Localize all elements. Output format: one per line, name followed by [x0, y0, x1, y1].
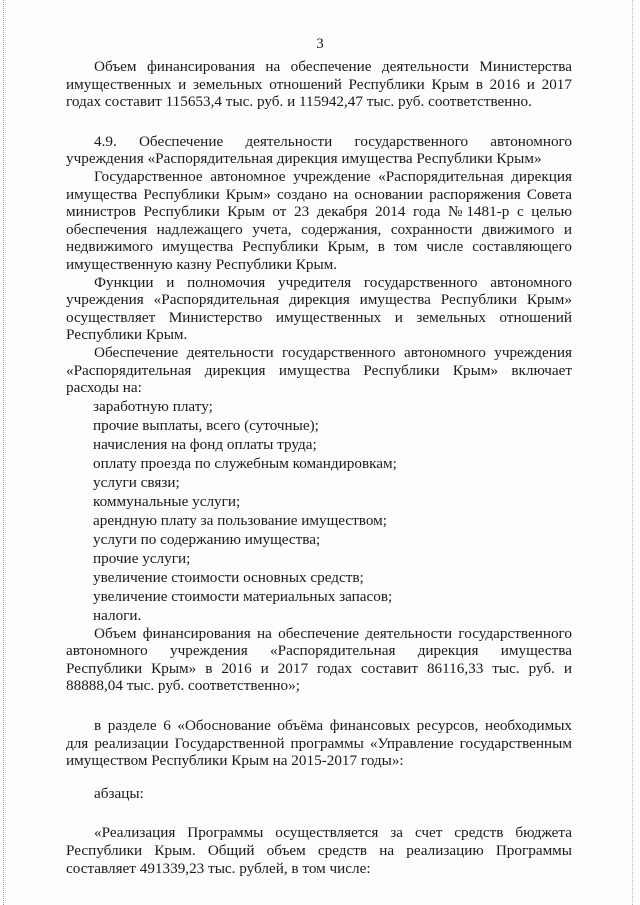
- list-item: заработную плату;: [93, 397, 213, 415]
- list-item: прочие услуги;: [93, 549, 191, 567]
- list-item: коммунальные услуги;: [93, 492, 241, 510]
- paragraph-abzatsy: абзацы:: [94, 784, 144, 802]
- paragraph-program-implementation: «Реализация Программы осуществляется за счет средств бюджета Республики Крым. Общий объем средств на реализацию Программы составляет 491339,23 тыс. рублей, в том числе:: [66, 824, 572, 877]
- list-item: увеличение стоимости основных средств;: [93, 568, 364, 586]
- list-item: прочие выплаты, всего (суточные);: [93, 416, 319, 434]
- list-item: оплату проезда по служебным командировкам;: [93, 454, 397, 472]
- paragraph-section-6: в разделе 6 «Обоснование объёма финансовых ресурсов, необходимых для реализации Государственной программы «Управление государственным имуществом Республики Крым на 2015-2017 годы»:: [66, 717, 572, 770]
- document-body: [66, 58, 572, 877]
- list-item: увеличение стоимости материальных запасов;: [93, 587, 393, 605]
- list-item: услуги связи;: [93, 473, 180, 491]
- paragraph-ministry-funding: Объем финансирования на обеспечение деятельности Министерства имущественных и земельных отношений Республики Крым в 2016 и 2017 годах составит 115653,4 тыс. руб. и 115942,47 тыс. руб. соответственно.: [66, 58, 572, 111]
- list-item: арендную плату за пользование имуществом;: [93, 511, 387, 529]
- page-number: 3: [316, 36, 324, 52]
- section-heading-4-9: 4.9. Обеспечение деятельности государственного автономного учреждения «Распорядительная дирекция имущества Республики Крым»: [66, 132, 572, 168]
- paragraph-founder-functions: Функции и полномочия учредителя государственного автономного учреждения «Распорядительная дирекция имущества Республики Крым» осуществляет Министерство имущественных и земельных отношений Республики Крым.: [66, 273, 572, 344]
- paragraph-institution-creation: Государственное автономное учреждение «Распорядительная дирекция имущества Республики Крым» создано на основании распоряжения Совета министров Республики Крым от 23 декабря 2014 года №1481-р с целью обеспечения надлежащего учета, содержания, сохранности движимого и недвижимого имущества Республики Крым, в том числе составляющего имущественную казну Республики Крым.: [66, 167, 572, 273]
- paragraph-expenses-intro: Обеспечение деятельности государственного автономного учреждения «Распорядительная дирекция имущества Республики Крым» включает расходы на:: [66, 343, 572, 397]
- scan-edge-left: [3, 0, 5, 905]
- paragraph-institution-funding: Объем финансирования на обеспечение деятельности государственного автономного учреждения «Распорядительная дирекция имущества Республики Крым» в 2016 и 2017 годах составит 86116,33 тыс. руб. и 88888,04 тыс. руб. соответственно»;: [66, 624, 572, 695]
- expense-list: [66, 397, 572, 625]
- scan-edge-right: [632, 0, 634, 905]
- list-item: налоги.: [93, 606, 142, 624]
- list-item: услуги по содержанию имущества;: [93, 530, 321, 548]
- list-item: начисления на фонд оплаты труда;: [93, 435, 317, 453]
